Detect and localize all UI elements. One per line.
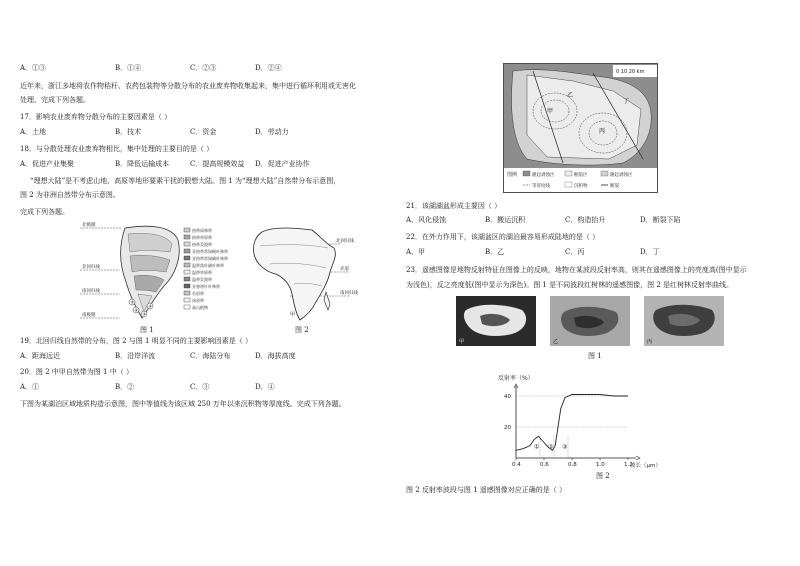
q18-option-b: B．降低运输成本 xyxy=(115,160,170,168)
band-label: ③ xyxy=(562,443,568,451)
q17-option-a: A．土地 xyxy=(20,128,47,136)
svg-text:热带草原带: 热带草原带 xyxy=(192,235,212,240)
q20-option-b: B．② xyxy=(115,383,135,391)
x-tick-label: 1.2 xyxy=(624,462,633,468)
q19-option-d: D．海拔高度 xyxy=(255,352,296,360)
q22-option-a: A．甲 xyxy=(406,248,426,256)
intro2-line3: 完成下列各题。 xyxy=(20,208,69,216)
chart-xlabel: 波长（μm） xyxy=(630,463,661,469)
label-tropic-capricorn: 南回归线 xyxy=(82,289,100,294)
svg-text:③: ③ xyxy=(130,299,135,305)
svg-text:温带落叶阔叶林带: 温带落叶阔叶林带 xyxy=(192,263,224,268)
svg-text:高山植物: 高山植物 xyxy=(192,305,208,310)
svg-text:丙: 丙 xyxy=(647,339,653,345)
q16-option-c: C．②③ xyxy=(190,64,217,72)
q17-option-d: D．劳动力 xyxy=(255,128,289,136)
svg-text:断陷区: 断陷区 xyxy=(574,173,588,178)
svg-text:②: ② xyxy=(142,311,147,317)
q17-option-b: B．技术 xyxy=(115,128,142,136)
lake-geology-map xyxy=(503,63,658,193)
q22-option-c: C．丙 xyxy=(565,248,585,256)
africa-map-figure xyxy=(240,222,360,330)
x-tick-label: 0.4 xyxy=(512,462,521,468)
intro3-line1: 下图为某湖泊区域地质构造示意图，图中等值线为该区域 250 万年以来沉积物等厚度线。完成下列各题。 xyxy=(20,400,346,408)
question-23-line2: 为浅色)，反之亮度低(图中显示为深色)。图 1 是不同波段红树林的遥感图像，图 2 是红树林反射率曲线。 xyxy=(406,281,733,289)
fig1-legend xyxy=(184,227,228,310)
place-yi: 乙 xyxy=(567,92,574,99)
label-antarctic-circle: 南极圈 xyxy=(82,313,96,318)
q21-option-a: A．风化侵蚀 xyxy=(406,216,447,224)
y-tick-label: 40 xyxy=(504,394,511,400)
svg-text:甲: 甲 xyxy=(459,339,465,345)
q22-option-b: B．乙 xyxy=(485,248,505,256)
svg-text:隆起剥蚀区: 隆起剥蚀区 xyxy=(532,173,555,178)
question-23-line1: 23．遥感图像是地物反射特征在图像上的反映，地物在某波段反射率高，则其在遥感图像上的亮度高(图中显示 xyxy=(406,266,747,274)
q19-option-b: B．沿岸洋流 xyxy=(115,352,156,360)
question-20: 20．图 2 中甲自然带为图 1 中（ ） xyxy=(20,368,133,376)
svg-text:热带雨林带: 热带雨林带 xyxy=(192,228,212,233)
q16-option-b: B．①④ xyxy=(115,64,142,72)
x-tick-label: 1.0 xyxy=(596,462,605,468)
svg-text:亚热带常绿硬叶林带: 亚热带常绿硬叶林带 xyxy=(192,249,228,254)
q17-option-c: C．资金 xyxy=(190,128,217,136)
chart-caption: 图 2 xyxy=(596,472,610,480)
q16-option-d: D．②④ xyxy=(255,64,282,72)
intro2-line1: “理想大陆”是不考虑山地、高原等地形要素干扰的假想大陆。图 1 为“理想大陆”自然带分布示意图， xyxy=(30,177,341,185)
q21-option-c: C．构造抬升 xyxy=(565,216,606,224)
q22-option-d: D．丁 xyxy=(640,248,660,256)
fig1-caption-left: 图 1 xyxy=(140,326,154,334)
remote-image-yi xyxy=(550,296,630,346)
question-17: 17．影响农业废弃物分散分布的主要因素是（ ） xyxy=(20,113,172,121)
svg-text:亚寒带针叶林带: 亚寒带针叶林带 xyxy=(192,284,220,289)
fig2-caption-left: 图 2 xyxy=(295,326,309,334)
chart-ylabel: 反射率（%） xyxy=(498,375,534,382)
x-tick-label: 0.6 xyxy=(540,462,549,468)
remote-sensing-images xyxy=(456,296,726,348)
place-jia: 甲 xyxy=(547,108,554,115)
y-tick-label: 20 xyxy=(504,425,511,431)
question-18: 18．与分散处理农业废弃物相比，集中处理的主要目的是（ ） xyxy=(20,145,214,153)
ideal-continent-figure xyxy=(80,222,250,332)
q18-option-c: C．提高规模效益 xyxy=(190,160,245,168)
question-last: 图 2 反射率波段与图 1 遥感图像对应正确的是（ ） xyxy=(406,486,567,494)
map-scale: 0 10 20 km xyxy=(616,69,645,75)
latitude-lines xyxy=(80,228,122,318)
svg-text:图例: 图例 xyxy=(507,172,518,178)
place-ding: 丁 xyxy=(623,98,630,105)
x-tick-label: 0.8 xyxy=(568,462,577,468)
q16-option-a: A．①③ xyxy=(20,64,47,72)
remote-image-jia xyxy=(456,296,536,346)
band-label: ① xyxy=(534,443,540,451)
question-19: 19．北回归线自然带的分布，图 2 与图 1 明显不同的主要影响因素是（ ） xyxy=(20,337,252,345)
label-africa-tropic-capricorn: 南回归线 xyxy=(340,291,358,296)
label-tropic-cancer: 北回归线 xyxy=(82,265,100,270)
q20-option-c: C．③ xyxy=(190,383,210,391)
intro1-line1: 近年来，浙江多地将农作物秸秆、农药包装物等分散分布的农业废弃物收集起来，集中进行循环利用或无害化 xyxy=(20,82,356,90)
svg-text:冰原带: 冰原带 xyxy=(192,298,204,303)
svg-text:温带草原带: 温带草原带 xyxy=(192,270,212,275)
place-bing: 丙 xyxy=(599,128,606,135)
intro1-line2: 处理。完成下列各题。 xyxy=(20,96,90,104)
svg-text:热带荒漠带: 热带荒漠带 xyxy=(192,242,212,247)
svg-text:沉积物: 沉积物 xyxy=(574,184,588,189)
q19-option-a: A．距海远近 xyxy=(20,352,61,360)
q21-option-d: D．断裂下陷 xyxy=(640,216,681,224)
label-equator: 赤道 xyxy=(340,267,349,272)
svg-text:断裂: 断裂 xyxy=(610,184,619,189)
svg-text:①: ① xyxy=(134,307,139,313)
question-21: 21．该湖湖盆形成主要因（ ） xyxy=(406,202,502,210)
question-22: 22．在外力作用下，该湖盆区的湖泊最容易形成陆地的是（ ） xyxy=(406,233,600,241)
label-africa-tropic-cancer: 北回归线 xyxy=(336,239,354,244)
svg-text:苔原带: 苔原带 xyxy=(192,291,204,296)
q18-option-d: D．促进产业协作 xyxy=(255,160,310,168)
q20-option-d: D．④ xyxy=(255,383,275,391)
label-arctic-circle: 北极圈 xyxy=(82,223,96,228)
q20-option-a: A．① xyxy=(20,383,40,391)
reflectance-curve xyxy=(516,395,628,451)
svg-text:温带荒漠带: 温带荒漠带 xyxy=(192,277,212,282)
svg-text:等厚度线: 等厚度线 xyxy=(532,184,550,189)
band-label: ② xyxy=(548,443,554,451)
reflectance-chart xyxy=(496,372,666,472)
africa-continent-shape xyxy=(253,228,335,320)
q18-option-a: A．促进产业集聚 xyxy=(20,160,75,168)
q21-option-b: B．搬运沉积 xyxy=(485,216,526,224)
svg-text:④: ④ xyxy=(148,303,153,309)
label-jia: 甲 xyxy=(290,312,296,318)
svg-text:乙: 乙 xyxy=(553,339,559,345)
svg-text:亚热带常绿阔叶林带: 亚热带常绿阔叶林带 xyxy=(192,256,228,261)
intro2-line2: 图 2 为非洲自然带分布示意图。 xyxy=(20,191,120,199)
fig1-caption-right: 图 1 xyxy=(588,352,602,360)
svg-text:隆起剥蚀区: 隆起剥蚀区 xyxy=(610,173,633,178)
q19-option-c: C．海陆分布 xyxy=(190,352,231,360)
remote-image-bing xyxy=(644,296,724,346)
